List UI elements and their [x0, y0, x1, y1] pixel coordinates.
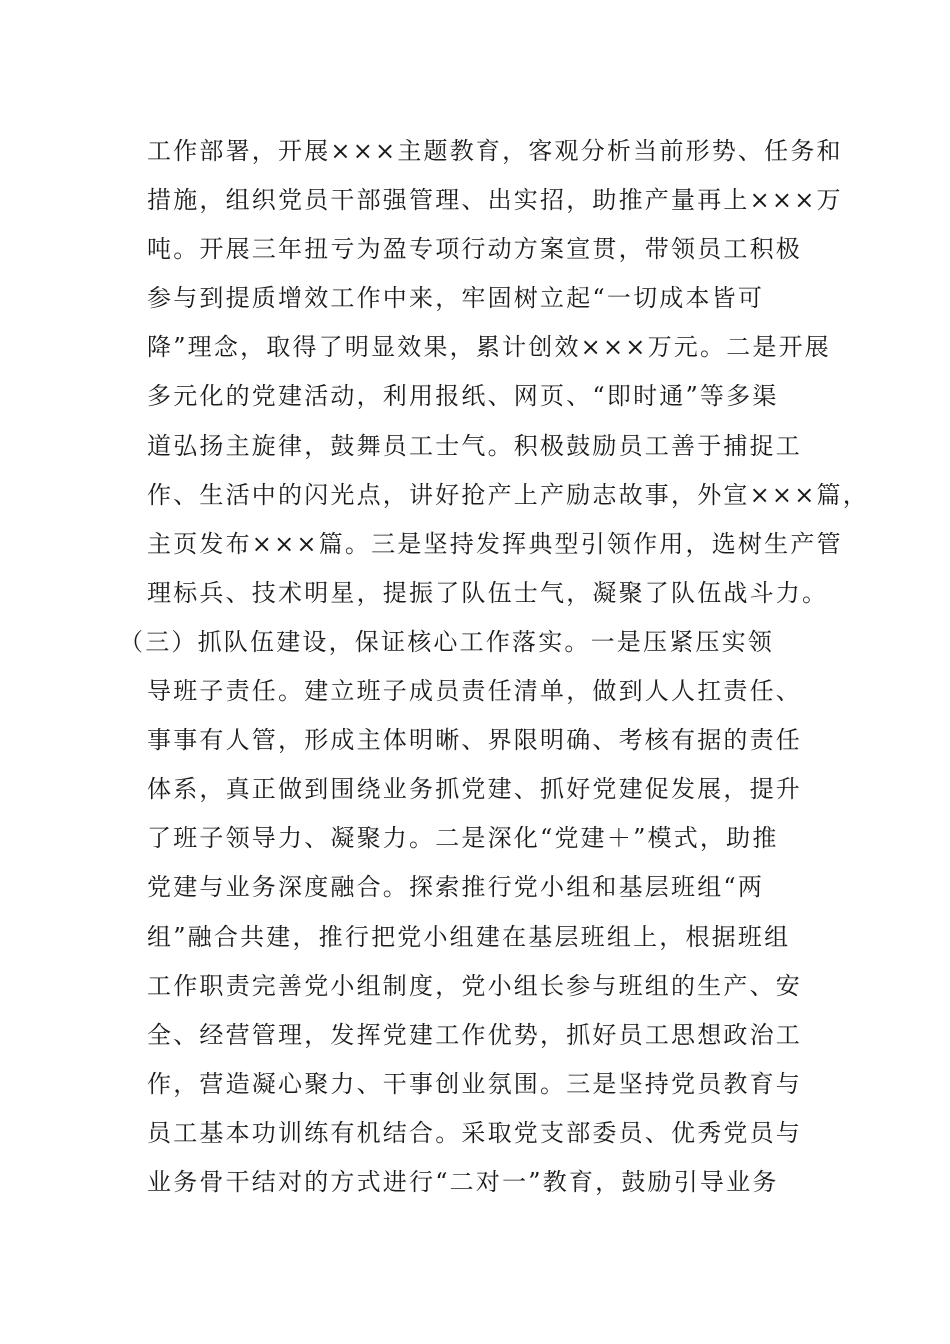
section-heading-line: （三）抓队伍建设，保证核心工作落实。一是压紧压实领	[119, 627, 774, 656]
body-text	[119, 127, 869, 1207]
text-line: 参与到提质增效工作中来，牢固树立起“一切成本皆可	[147, 284, 765, 313]
text-line: 组”融合共建，推行把党小组建在基层班组上，根据班组	[147, 922, 791, 951]
text-line: 工作职责完善党小组制度，党小组长参与班组的生产、安	[147, 971, 802, 1000]
text-line: 党建与业务深度融合。探索推行党小组和基层班组“两	[147, 873, 765, 902]
text-line: 业务骨干结对的方式进行“二对一”教育，鼓励引导业务	[147, 1167, 779, 1196]
text-line: 理标兵、技术明星，提振了队伍士气，凝聚了队伍战斗力。	[147, 578, 829, 607]
text-line: 多元化的党建活动，利用报纸、网页、“即时通”等多渠	[147, 382, 779, 411]
text-line: 导班子责任。建立班子成员责任清单，做到人人扛责任、	[147, 677, 802, 706]
text-line: 员工基本功训练有机结合。采取党支部委员、优秀党员与	[147, 1118, 802, 1147]
text-line: 体系，真正做到围绕业务抓党建、抓好党建促发展，提升	[147, 775, 802, 804]
text-line: 了班子领导力、凝聚力。二是深化“党建＋”模式，助推	[147, 824, 779, 853]
text-line: 主页发布×××篇。三是坚持发挥典型引领作用，选树生产管	[147, 529, 843, 558]
text-line: 降”理念，取得了明显效果，累计创效×××万元。二是开展	[147, 333, 831, 362]
text-line: 工作部署，开展×××主题教育，客观分析当前形势、任务和	[147, 137, 843, 165]
text-line: 措施，组织党员干部强管理、出实招，助推产量再上×××万	[147, 186, 843, 215]
text-line: 作、生活中的闪光点，讲好抢产上产励志故事，外宣×××篇，	[147, 480, 869, 509]
text-line: 全、经营管理，发挥党建工作优势，抓好员工思想政治工	[147, 1020, 802, 1049]
text-line: 道弘扬主旋律，鼓舞员工士气。积极鼓励员工善于捕捉工	[147, 431, 802, 460]
text-line: 事事有人管，形成主体明晰、界限明确、考核有据的责任	[147, 726, 802, 755]
text-line: 吨。开展三年扭亏为盈专项行动方案宣贯，带领员工积极	[147, 235, 802, 264]
text-line: 作，营造凝心聚力、干事创业氛围。三是坚持党员教育与	[147, 1069, 802, 1098]
